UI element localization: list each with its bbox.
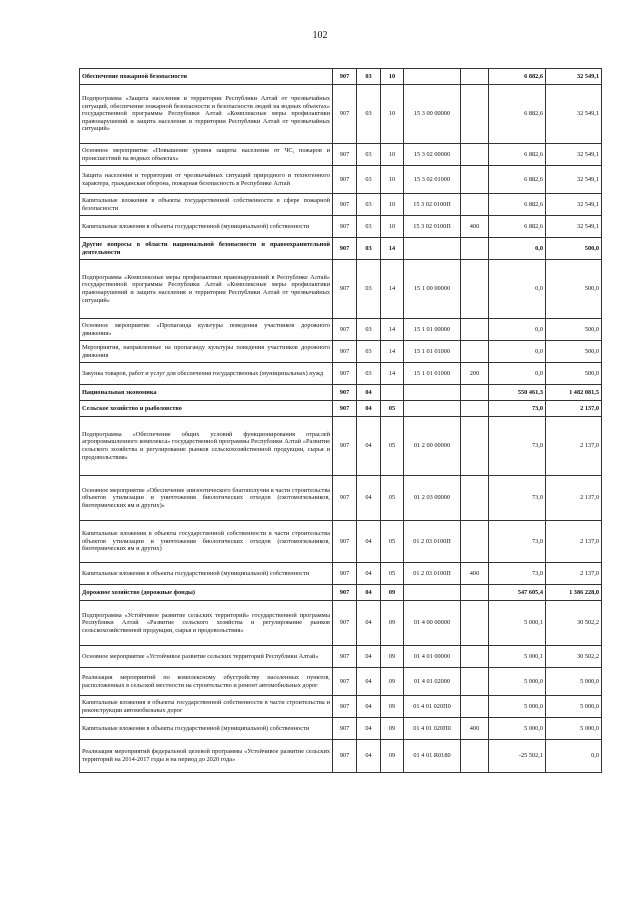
expense-type-code: 400	[461, 718, 489, 740]
subsection-code: 05	[381, 417, 404, 476]
amount-1: 6 882,6	[489, 216, 546, 238]
grbs-code: 907	[333, 718, 357, 740]
subsection-code: 09	[381, 696, 404, 718]
expense-type-code: 400	[461, 563, 489, 585]
page-number: 102	[312, 30, 328, 41]
target-article-code: 15 1 01 01000	[404, 341, 461, 363]
table-row	[80, 216, 602, 238]
expense-type-code	[461, 260, 489, 319]
amount-1: 6 882,6	[489, 144, 546, 166]
expense-type-code	[461, 238, 489, 260]
row-name: Подпрограмма «Защита населения и территории Республики Алтай от чрезвычайных ситуаций, обеспечение пожарной безопасности и безопасности людей на водных объектах» государственной программы Республики Алтай «Комплексные меры профилактики правонарушений и защита населения и территории Республики Алтай от чрезвычайных ситуаций»	[80, 85, 333, 144]
amount-1: 73,0	[489, 521, 546, 563]
row-name: Капитальные вложения в объекты государственной (муниципальной) собственности	[80, 216, 333, 238]
amount-1: 6 882,6	[489, 85, 546, 144]
row-name: Капитальные вложения в объекты государственной собственности в части строительства и реконструкции автомобильных дорог	[80, 696, 333, 718]
subsection-code: 14	[381, 341, 404, 363]
amount-1: 5 000,1	[489, 646, 546, 668]
subsection-code: 05	[381, 401, 404, 417]
grbs-code: 907	[333, 363, 357, 385]
amount-1: 5 000,0	[489, 696, 546, 718]
expense-type-code	[461, 740, 489, 773]
amount-2: 1 386 228,0	[546, 585, 602, 601]
table-row	[80, 85, 602, 144]
grbs-code: 907	[333, 696, 357, 718]
target-article-code: 01 4 01 00000	[404, 646, 461, 668]
subsection-code: 10	[381, 166, 404, 194]
target-article-code: 15 1 00 00000	[404, 260, 461, 319]
amount-2: 500,0	[546, 238, 602, 260]
target-article-code: 01 2 03 0100П	[404, 563, 461, 585]
subsection-code: 10	[381, 194, 404, 216]
subsection-code: 14	[381, 319, 404, 341]
section-code: 03	[357, 260, 381, 319]
expense-type-code	[461, 385, 489, 401]
budget-table	[79, 68, 602, 773]
amount-2: 32 549,1	[546, 85, 602, 144]
section-code: 04	[357, 646, 381, 668]
section-code: 04	[357, 417, 381, 476]
section-code: 04	[357, 521, 381, 563]
grbs-code: 907	[333, 601, 357, 646]
table-row	[80, 341, 602, 363]
amount-2: 500,0	[546, 260, 602, 319]
subsection-code: 10	[381, 85, 404, 144]
target-article-code: 15 3 02 0100П	[404, 194, 461, 216]
target-article-code: 15 3 02 01000	[404, 166, 461, 194]
target-article-code: 01 4 00 00000	[404, 601, 461, 646]
table-row	[80, 260, 602, 319]
grbs-code: 907	[333, 585, 357, 601]
row-name: Мероприятия, направленные на пропаганду культуры поведения участников дорожного движения	[80, 341, 333, 363]
row-name: Национальная экономика	[80, 385, 333, 401]
table-row	[80, 740, 602, 773]
expense-type-code: 400	[461, 216, 489, 238]
row-name: Дорожное хозяйство (дорожные фонды)	[80, 585, 333, 601]
row-name: Основное мероприятие «Повышение уровня защиты населения от ЧС, пожаров и происшествий на водных объектах»	[80, 144, 333, 166]
grbs-code: 907	[333, 166, 357, 194]
table-row	[80, 476, 602, 521]
section-code: 03	[357, 69, 381, 85]
target-article-code: 15 1 01 00000	[404, 319, 461, 341]
section-code: 04	[357, 696, 381, 718]
grbs-code: 907	[333, 401, 357, 417]
target-article-code	[404, 385, 461, 401]
row-name: Реализация мероприятий федеральной целевой программы «Устойчивое развитие сельских территорий на 2014-2017 годы и на период до 2020 года»	[80, 740, 333, 773]
subsection-code: 10	[381, 69, 404, 85]
expense-type-code	[461, 69, 489, 85]
section-code: 03	[357, 319, 381, 341]
section-code: 04	[357, 476, 381, 521]
expense-type-code	[461, 646, 489, 668]
amount-2: 30 502,2	[546, 646, 602, 668]
amount-2: 2 137,0	[546, 401, 602, 417]
expense-type-code	[461, 401, 489, 417]
amount-1: 550 461,3	[489, 385, 546, 401]
table-row	[80, 417, 602, 476]
target-article-code: 01 2 00 00000	[404, 417, 461, 476]
grbs-code: 907	[333, 476, 357, 521]
amount-2: 2 137,0	[546, 417, 602, 476]
table-row	[80, 668, 602, 696]
amount-2: 32 549,1	[546, 166, 602, 194]
subsection-code: 05	[381, 521, 404, 563]
grbs-code: 907	[333, 85, 357, 144]
section-code: 04	[357, 385, 381, 401]
section-code: 04	[357, 563, 381, 585]
target-article-code: 15 3 02 00000	[404, 144, 461, 166]
amount-1: 0,0	[489, 260, 546, 319]
subsection-code: 05	[381, 476, 404, 521]
grbs-code: 907	[333, 216, 357, 238]
row-name: Капитальные вложения в объекты государственной собственности в части строительства объектов утилизации и уничтожения биологических отходов (скотомогильников, биотермических ям и других)	[80, 521, 333, 563]
grbs-code: 907	[333, 194, 357, 216]
subsection-code: 14	[381, 260, 404, 319]
row-name: Подпрограмма «Устойчивое развитие сельских территорий» государственной программы Республики Алтай «Развитие сельского хозяйства и регулирование рынков сельскохозяйственной продукции, сырья и продовольствия»	[80, 601, 333, 646]
section-code: 03	[357, 238, 381, 260]
section-code: 03	[357, 166, 381, 194]
amount-2: 2 137,0	[546, 563, 602, 585]
table-row	[80, 69, 602, 85]
grbs-code: 907	[333, 385, 357, 401]
target-article-code: 01 2 03 0100П	[404, 521, 461, 563]
amount-2: 5 000,0	[546, 668, 602, 696]
amount-2: 2 137,0	[546, 476, 602, 521]
amount-1: 5 000,1	[489, 601, 546, 646]
grbs-code: 907	[333, 69, 357, 85]
amount-2: 5 000,0	[546, 696, 602, 718]
amount-1: 0,0	[489, 238, 546, 260]
table-row	[80, 696, 602, 718]
table-row	[80, 646, 602, 668]
row-name: Основное мероприятие «Пропаганда культуры поведения участников дорожного движения»	[80, 319, 333, 341]
expense-type-code	[461, 166, 489, 194]
subsection-code: 14	[381, 363, 404, 385]
table-row	[80, 319, 602, 341]
amount-1: 73,0	[489, 401, 546, 417]
target-article-code: 15 3 02 0100П	[404, 216, 461, 238]
amount-1: 0,0	[489, 319, 546, 341]
row-name: Капитальные вложения в объекты государственной собственности в сфере пожарной безопасности	[80, 194, 333, 216]
expense-type-code: 200	[461, 363, 489, 385]
amount-2: 5 000,0	[546, 718, 602, 740]
expense-type-code	[461, 417, 489, 476]
section-code: 04	[357, 401, 381, 417]
row-name: Подпрограмма «Комплексные меры профилактики правонарушений в Республике Алтай» государственной программы Республики Алтай «Комплексные меры профилактики правонарушений и защита населения и территории Республики Алтай от чрезвычайных ситуаций»	[80, 260, 333, 319]
expense-type-code	[461, 85, 489, 144]
table-row	[80, 363, 602, 385]
grbs-code: 907	[333, 563, 357, 585]
section-code: 04	[357, 585, 381, 601]
grbs-code: 907	[333, 260, 357, 319]
amount-2: 0,0	[546, 740, 602, 773]
grbs-code: 907	[333, 238, 357, 260]
section-code: 03	[357, 144, 381, 166]
grbs-code: 907	[333, 646, 357, 668]
amount-2: 30 502,2	[546, 601, 602, 646]
section-code: 03	[357, 363, 381, 385]
grbs-code: 907	[333, 417, 357, 476]
expense-type-code	[461, 601, 489, 646]
target-article-code: 15 3 00 00000	[404, 85, 461, 144]
expense-type-code	[461, 585, 489, 601]
row-name: Обеспечение пожарной безопасности	[80, 69, 333, 85]
row-name: Основное мероприятие «Обеспечение эпизоотического благополучия в части строительства объектов утилизации и уничтожения биологических отходов (скотомогильников, биотермических ям и других)»	[80, 476, 333, 521]
amount-1: -25 502,1	[489, 740, 546, 773]
grbs-code: 907	[333, 668, 357, 696]
expense-type-code	[461, 476, 489, 521]
amount-1: 6 882,6	[489, 194, 546, 216]
expense-type-code	[461, 144, 489, 166]
grbs-code: 907	[333, 740, 357, 773]
table-row	[80, 166, 602, 194]
table-row	[80, 385, 602, 401]
section-code: 04	[357, 601, 381, 646]
amount-2: 32 549,1	[546, 144, 602, 166]
grbs-code: 907	[333, 521, 357, 563]
target-article-code: 01 4 01 R0180	[404, 740, 461, 773]
amount-1: 6 882,6	[489, 166, 546, 194]
table-row	[80, 238, 602, 260]
table-row	[80, 194, 602, 216]
expense-type-code	[461, 696, 489, 718]
expense-type-code	[461, 319, 489, 341]
subsection-code: 09	[381, 718, 404, 740]
subsection-code: 09	[381, 668, 404, 696]
subsection-code: 05	[381, 563, 404, 585]
row-name: Капитальные вложения в объекты государственной (муниципальной) собственности	[80, 563, 333, 585]
section-code: 04	[357, 740, 381, 773]
subsection-code: 09	[381, 740, 404, 773]
subsection-code: 09	[381, 646, 404, 668]
expense-type-code	[461, 668, 489, 696]
subsection-code: 09	[381, 601, 404, 646]
section-code: 03	[357, 194, 381, 216]
amount-2: 500,0	[546, 363, 602, 385]
subsection-code: 09	[381, 585, 404, 601]
amount-1: 5 000,0	[489, 668, 546, 696]
table-row	[80, 585, 602, 601]
amount-2: 2 137,0	[546, 521, 602, 563]
row-name: Реализация мероприятий по комплексному обустройству населенных пунктов, расположенных в сельской местности на строительство и ремонт автомобильных дорог	[80, 668, 333, 696]
section-code: 03	[357, 216, 381, 238]
table-row	[80, 563, 602, 585]
section-code: 04	[357, 668, 381, 696]
amount-1: 0,0	[489, 341, 546, 363]
expense-type-code	[461, 341, 489, 363]
expense-type-code	[461, 194, 489, 216]
section-code: 03	[357, 341, 381, 363]
target-article-code: 01 2 03 00000	[404, 476, 461, 521]
table-row	[80, 521, 602, 563]
row-name: Капитальные вложения в объекты государственной (муниципальной) собственности	[80, 718, 333, 740]
amount-1: 0,0	[489, 363, 546, 385]
amount-1: 547 605,4	[489, 585, 546, 601]
expense-type-code	[461, 521, 489, 563]
table-row	[80, 601, 602, 646]
subsection-code: 10	[381, 216, 404, 238]
section-code: 03	[357, 85, 381, 144]
amount-2: 32 549,1	[546, 69, 602, 85]
row-name: Другие вопросы в области национальной безопасности и правоохранительной деятельности	[80, 238, 333, 260]
subsection-code	[381, 385, 404, 401]
subsection-code: 14	[381, 238, 404, 260]
target-article-code: 01 4 01 020П0	[404, 718, 461, 740]
grbs-code: 907	[333, 144, 357, 166]
amount-1: 6 882,6	[489, 69, 546, 85]
table-row	[80, 144, 602, 166]
target-article-code: 01 4 01 020П0	[404, 696, 461, 718]
table-row	[80, 718, 602, 740]
target-article-code	[404, 69, 461, 85]
amount-1: 5 000,0	[489, 718, 546, 740]
amount-2: 1 482 081,5	[546, 385, 602, 401]
amount-2: 32 549,1	[546, 194, 602, 216]
amount-1: 73,0	[489, 417, 546, 476]
table-row	[80, 401, 602, 417]
subsection-code: 10	[381, 144, 404, 166]
row-name: Подпрограмма «Обеспечение общих условий функционирования отраслей агропромышленного комплекса» государственной программы Республики Алтай «Развитие сельского хозяйства и регулирование рынков сельскохозяйственной продукции, сырья и продовольствия»	[80, 417, 333, 476]
row-name: Основное мероприятие «Устойчивое развитие сельских территорий Республики Алтай»	[80, 646, 333, 668]
amount-2: 500,0	[546, 319, 602, 341]
target-article-code	[404, 585, 461, 601]
row-name: Закупка товаров, работ и услуг для обеспечения государственных (муниципальных) нужд	[80, 363, 333, 385]
amount-1: 73,0	[489, 476, 546, 521]
row-name: Сельское хозяйство и рыболовство	[80, 401, 333, 417]
target-article-code: 01 4 01 02000	[404, 668, 461, 696]
section-code: 04	[357, 718, 381, 740]
amount-2: 32 549,1	[546, 216, 602, 238]
grbs-code: 907	[333, 319, 357, 341]
target-article-code: 15 1 01 01000	[404, 363, 461, 385]
row-name: Защита населения и территории от чрезвычайных ситуаций природного и техногенного характера, гражданская оборона, пожарная безопасность в Республике Алтай	[80, 166, 333, 194]
target-article-code	[404, 401, 461, 417]
amount-1: 73,0	[489, 563, 546, 585]
target-article-code	[404, 238, 461, 260]
amount-2: 500,0	[546, 341, 602, 363]
grbs-code: 907	[333, 341, 357, 363]
